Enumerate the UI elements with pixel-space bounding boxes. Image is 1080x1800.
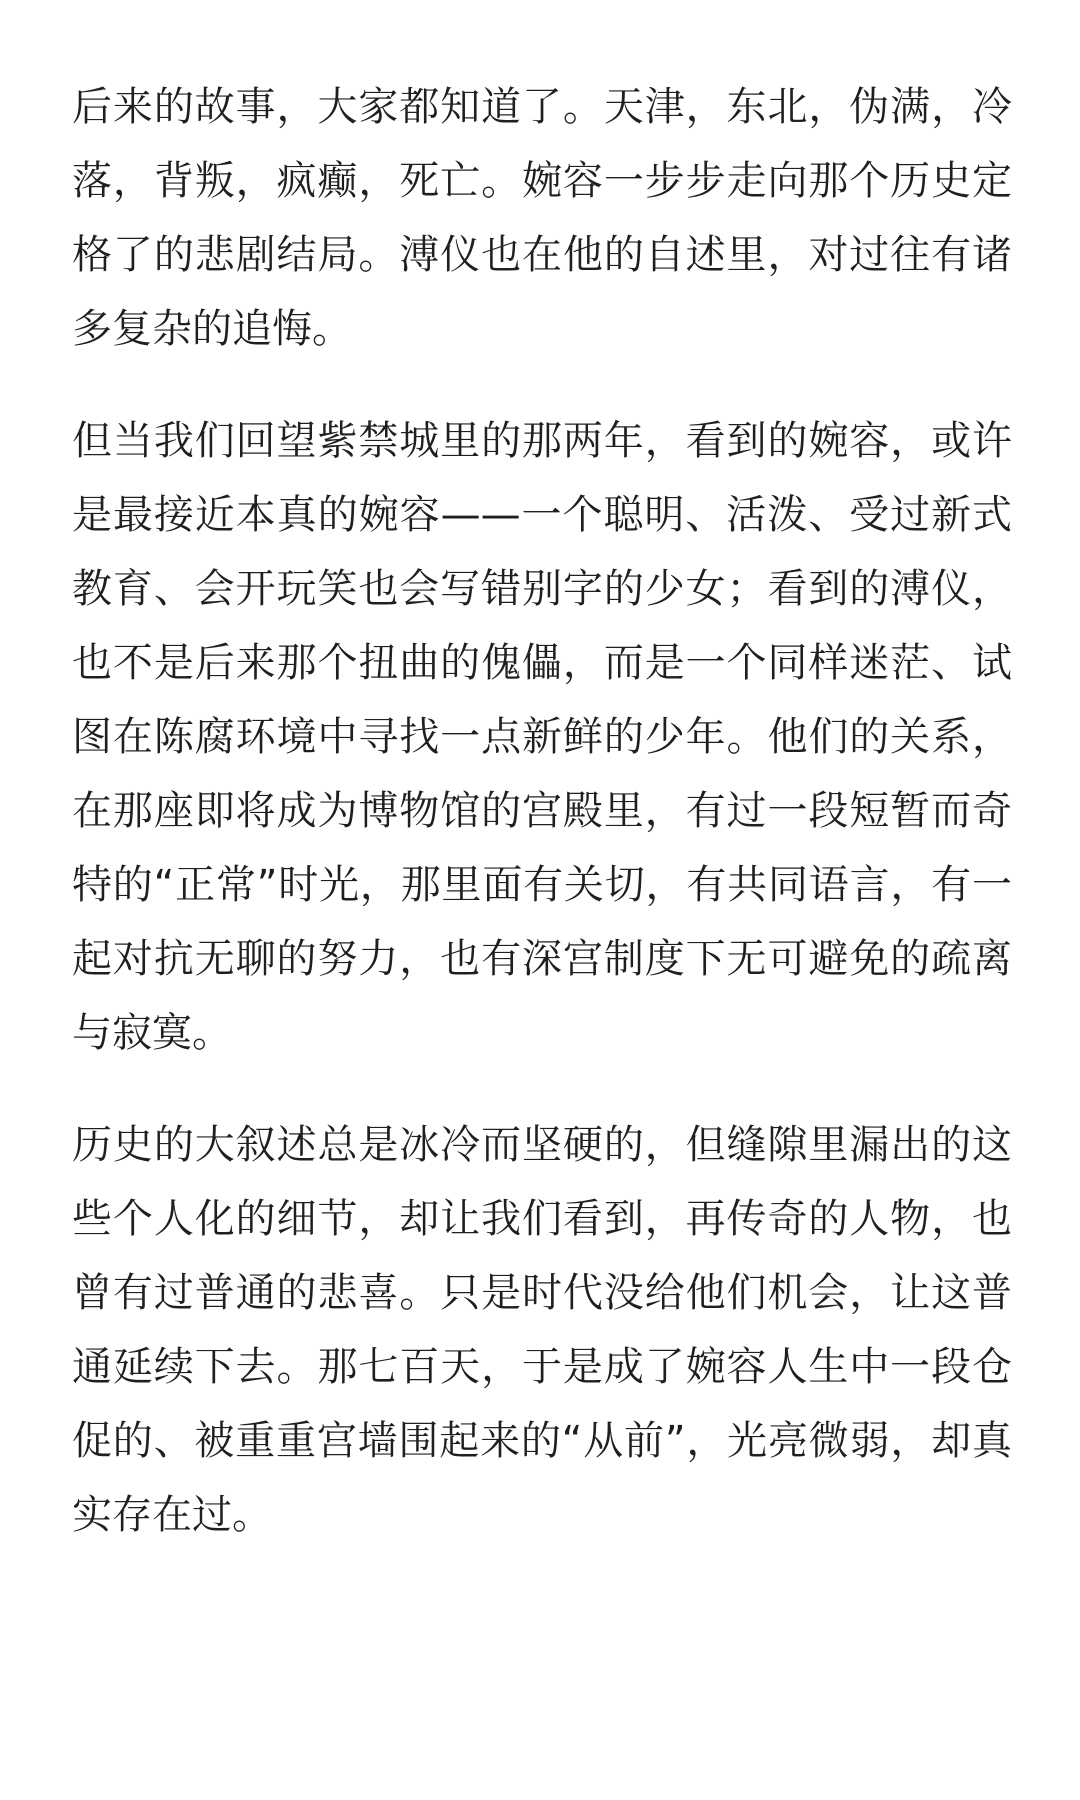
article-paragraph: 后来的故事，大家都知道了。天津，东北，伪满，冷落，背叛，疯癫，死亡。婉容一步步走向那个历史定格了的悲剧结局。溥仪也在他的自述里，对过往有诸多复杂的追悔。 <box>72 84 1012 352</box>
article-paragraph: 历史的大叙述总是冰冷而坚硬的，但缝隙里漏出的这些个人化的细节，却让我们看到，再传奇的人物，也曾有过普通的悲喜。只是时代没给他们机会，让这普通延续下去。那七百天，于是成了婉容人生中一段仓促的、被重重宫墙围起来的“从前”，光亮微弱，却真实存在过。 <box>72 1122 1012 1538</box>
article-body <box>72 70 1012 1552</box>
article-paragraph: 但当我们回望紫禁城里的那两年，看到的婉容，或许是最接近本真的婉容——一个聪明、活泼、受过新式教育、会开玩笑也会写错别字的少女；看到的溥仪，也不是后来那个扭曲的傀儡，而是一个同样迷茫、试图在陈腐环境中寻找一点新鲜的少年。他们的关系，在那座即将成为博物馆的宫殿里，有过一段短暂而奇特的“正常”时光，那里面有关切，有共同语言，有一起对抗无聊的努力，也有深宫制度下无可避免的疏离与寂寞。 <box>72 418 1012 1056</box>
